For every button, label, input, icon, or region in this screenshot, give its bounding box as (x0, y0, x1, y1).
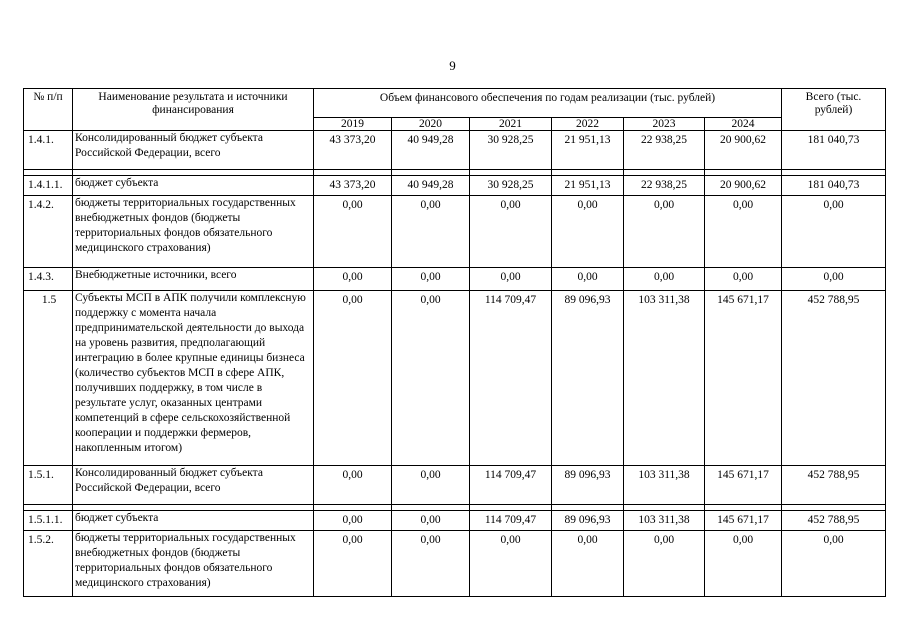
row-total: 181 040,73 (782, 131, 886, 170)
row-value-2022: 89 096,93 (552, 511, 624, 531)
row-value-2024: 20 900,62 (705, 131, 782, 170)
row-code: 1.4.2. (24, 196, 73, 268)
row-total: 181 040,73 (782, 176, 886, 196)
row-code: 1.4.1. (24, 131, 73, 170)
row-value-2023: 103 311,38 (624, 291, 705, 466)
header-num: № п/п (24, 89, 73, 131)
table-row (24, 131, 886, 170)
row-value-2021: 30 928,25 (470, 176, 552, 196)
row-value-2020: 0,00 (392, 291, 470, 466)
row-value-2019: 0,00 (314, 196, 392, 268)
row-value-2022: 0,00 (552, 196, 624, 268)
row-value-2024: 0,00 (705, 196, 782, 268)
row-total: 0,00 (782, 196, 886, 268)
row-code: 1.5.2. (24, 531, 73, 597)
row-value-2022: 0,00 (552, 268, 624, 291)
row-value-2021: 114 709,47 (470, 511, 552, 531)
row-value-2021: 114 709,47 (470, 291, 552, 466)
row-value-2020: 40 949,28 (392, 176, 470, 196)
row-value-2022: 89 096,93 (552, 466, 624, 505)
row-code: 1.5 (24, 291, 73, 466)
row-value-2021: 30 928,25 (470, 131, 552, 170)
row-value-2019: 0,00 (314, 291, 392, 466)
header-year-2022: 2022 (552, 118, 624, 131)
row-value-2023: 103 311,38 (624, 511, 705, 531)
row-name: бюджеты территориальных государственных внебюджетных фондов (бюджеты территориальных фондов обязательного медицинского страхования) (73, 531, 314, 597)
row-value-2021: 0,00 (470, 196, 552, 268)
row-total: 452 788,95 (782, 466, 886, 505)
row-name: бюджет субъекта (73, 511, 314, 531)
row-total: 0,00 (782, 531, 886, 597)
row-value-2019: 0,00 (314, 466, 392, 505)
row-value-2024: 0,00 (705, 268, 782, 291)
table-row (24, 196, 886, 268)
row-value-2024: 20 900,62 (705, 176, 782, 196)
row-value-2022: 89 096,93 (552, 291, 624, 466)
row-value-2019: 43 373,20 (314, 176, 392, 196)
table-row (24, 531, 886, 597)
row-value-2021: 0,00 (470, 268, 552, 291)
row-name: Консолидированный бюджет субъекта Российской Федерации, всего (73, 466, 314, 505)
row-value-2020: 40 949,28 (392, 131, 470, 170)
row-value-2023: 103 311,38 (624, 466, 705, 505)
row-value-2019: 0,00 (314, 531, 392, 597)
row-value-2023: 0,00 (624, 531, 705, 597)
header-total: Всего (тыс. рублей) (782, 89, 886, 131)
row-code: 1.5.1. (24, 466, 73, 505)
row-code: 1.4.1.1. (24, 176, 73, 196)
row-name: Субъекты МСП в АПК получили комплексную поддержку с момента начала предпринимательской деятельности до выхода на уровень развития, предполагающий интеграцию в более крупные единицы бизнеса (количество субъектов МСП в сфере АПК, получивших поддержку, в том числе в результате услуг, оказанных центрами компетенций в сфере сельскохозяйственной кооперации и поддержки фермеров, накопленным итогом) (73, 291, 314, 466)
row-total: 0,00 (782, 268, 886, 291)
row-value-2024: 145 671,17 (705, 291, 782, 466)
table-row (24, 511, 886, 531)
header-year-2023: 2023 (624, 118, 705, 131)
row-value-2022: 21 951,13 (552, 131, 624, 170)
row-value-2020: 0,00 (392, 466, 470, 505)
row-value-2024: 0,00 (705, 531, 782, 597)
table-row (24, 291, 886, 466)
row-value-2019: 0,00 (314, 268, 392, 291)
table-row (24, 466, 886, 505)
header-year-2024: 2024 (705, 118, 782, 131)
header-year-2020: 2020 (392, 118, 470, 131)
row-value-2023: 0,00 (624, 196, 705, 268)
header-volume: Объем финансового обеспечения по годам реализации (тыс. рублей) (314, 89, 782, 118)
row-value-2020: 0,00 (392, 268, 470, 291)
row-total: 452 788,95 (782, 291, 886, 466)
row-value-2022: 0,00 (552, 531, 624, 597)
row-value-2022: 21 951,13 (552, 176, 624, 196)
row-value-2024: 145 671,17 (705, 511, 782, 531)
header-year-2019: 2019 (314, 118, 392, 131)
row-value-2024: 145 671,17 (705, 466, 782, 505)
row-value-2023: 0,00 (624, 268, 705, 291)
row-value-2021: 114 709,47 (470, 466, 552, 505)
row-value-2021: 0,00 (470, 531, 552, 597)
header-year-2021: 2021 (470, 118, 552, 131)
page-number: 9 (449, 58, 456, 73)
row-name: Консолидированный бюджет субъекта Российской Федерации, всего (73, 131, 314, 170)
table-row (24, 268, 886, 291)
financing-table (23, 88, 886, 597)
header-name: Наименование результата и источники финансирования (73, 89, 314, 131)
row-value-2019: 43 373,20 (314, 131, 392, 170)
row-value-2023: 22 938,25 (624, 176, 705, 196)
row-code: 1.4.3. (24, 268, 73, 291)
row-total: 452 788,95 (782, 511, 886, 531)
row-value-2023: 22 938,25 (624, 131, 705, 170)
row-name: бюджеты территориальных государственных внебюджетных фондов (бюджеты территориальных фондов обязательного медицинского страхования) (73, 196, 314, 268)
row-value-2019: 0,00 (314, 511, 392, 531)
row-value-2020: 0,00 (392, 196, 470, 268)
row-name: бюджет субъекта (73, 176, 314, 196)
row-value-2020: 0,00 (392, 511, 470, 531)
table-row (24, 176, 886, 196)
row-name: Внебюджетные источники, всего (73, 268, 314, 291)
row-code: 1.5.1.1. (24, 511, 73, 531)
row-value-2020: 0,00 (392, 531, 470, 597)
